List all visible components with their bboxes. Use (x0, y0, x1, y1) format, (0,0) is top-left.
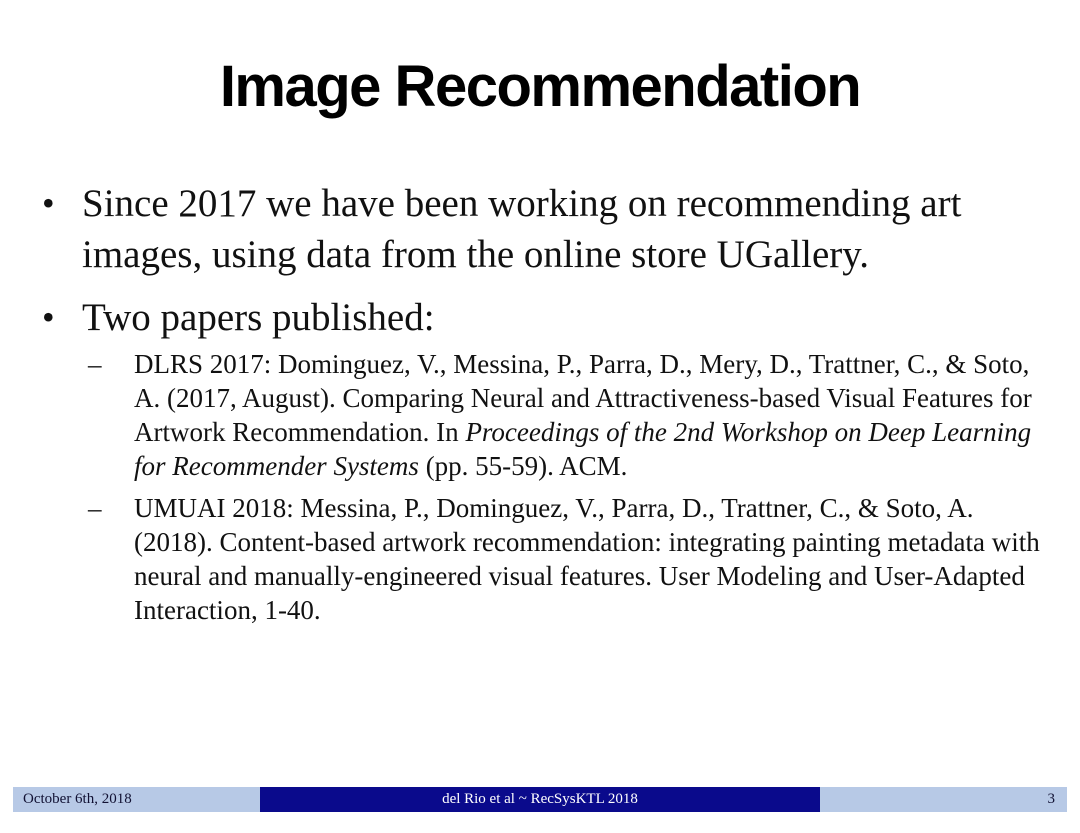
dash-marker: – (88, 493, 102, 523)
bullet-item (42, 292, 1052, 627)
footer-authors: del Rio et al ~ RecSysKTL 2018 (260, 787, 820, 812)
bullet-list (42, 178, 1052, 627)
bullet-marker: • (42, 183, 55, 223)
reference-item (88, 347, 1054, 483)
dash-marker: – (88, 349, 102, 379)
footer-date: October 6th, 2018 (13, 787, 260, 812)
reference-venue: Proceedings of the 2nd Workshop on Deep Learning for Recommender Systems (134, 417, 1032, 481)
reference-text: UMUAI 2018: Messina, P., Dominguez, V., Parra, D., Trattner, C., & Soto, A. (2018). Content-based artwork recommendation: integrating painting metadata with neural and manually-engineered visual features. User Modeling and User-Adapted Interaction, 1-40. (134, 493, 1040, 625)
footer-bar (13, 787, 1067, 812)
bullet-text: Since 2017 we have been working on recommending art images, using data from the online store UGallery. (82, 182, 962, 276)
slide-title: Image Recommendation (219, 54, 861, 119)
bullet-item (42, 178, 1052, 280)
footer-page-number: 3 (820, 787, 1067, 812)
reference-pages: (pp. 55-59). ACM. (418, 451, 628, 481)
bullet-marker: • (42, 297, 55, 337)
reference-item (88, 491, 1054, 627)
bullet-text: Two papers published: (82, 296, 435, 339)
reference-text: DLRS 2017: Dominguez, V., Messina, P., Parra, D., Mery, D., Trattner, C., & Soto, A. (2017, August). Comparing Neural and Attractiveness-based Visual Features for Artwork Recommendation. In (134, 349, 1032, 447)
sub-list (82, 347, 1052, 627)
